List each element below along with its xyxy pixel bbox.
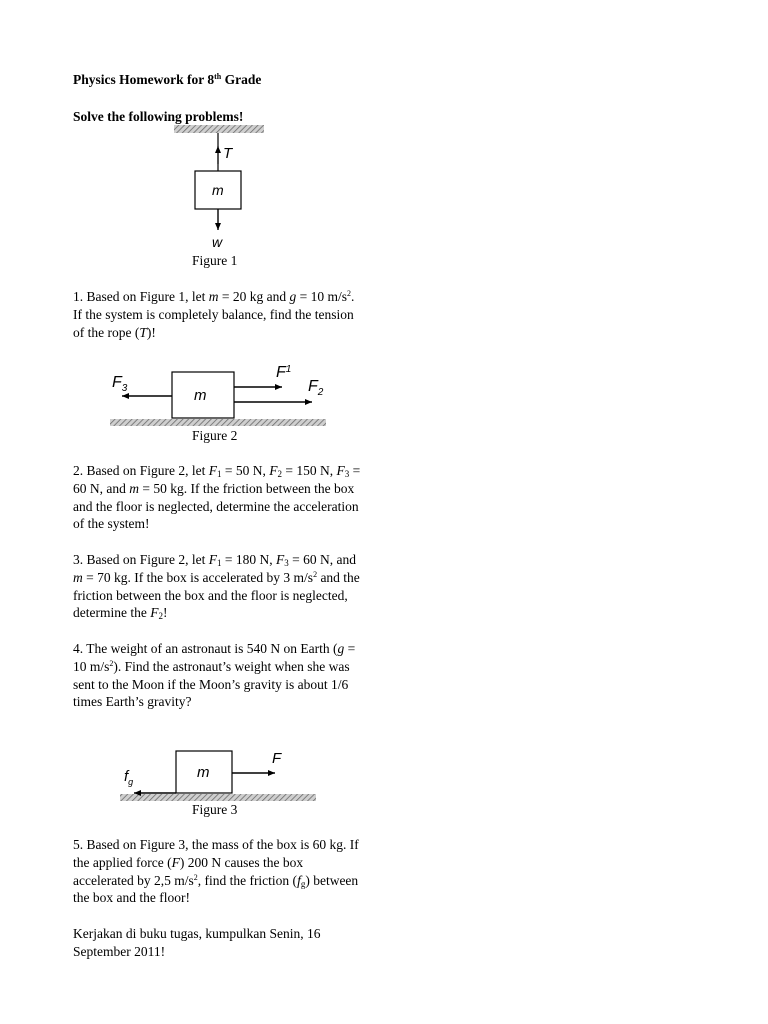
p4-var-g: g (337, 641, 345, 656)
p5-text-c: , find the friction ( (197, 872, 298, 888)
p3-text-d: = 70 kg. If the box is accelerated by 3 m/s (82, 569, 314, 585)
figure-2-caption: Figure 2 (192, 428, 238, 443)
p2-sub-1: 1 (216, 469, 222, 479)
ceiling-hatch (174, 125, 264, 133)
p1-text-e: )! (146, 324, 156, 340)
p1-text-d: . If the system is completely balance, find the tension of the rope ( (73, 289, 355, 340)
p3-sub-3: 3 (284, 558, 289, 568)
p4-text-b: = 10 m/s (73, 641, 356, 674)
p2-text-d: = 60 N, and (73, 463, 361, 496)
figure-3-caption: Figure 3 (192, 802, 238, 817)
title-superscript: th (214, 72, 222, 81)
p2-sub-3: 3 (344, 469, 350, 479)
p3-sup: 2 (313, 569, 318, 579)
title-main: Physics Homework for 8 (73, 72, 215, 87)
p5-text-a: 5. Based on Figure 3, the mass of the box is 60 kg. If the applied force ( (73, 837, 359, 870)
p5-var-fg: f (297, 872, 301, 888)
p3-sub-2: 2 (158, 611, 163, 622)
p2-sub-2: 2 (277, 469, 282, 479)
p3-var-m: m (73, 569, 83, 585)
p3-text-a: 3. Based on Figure 2, let (73, 552, 209, 567)
submission-note: Kerjakan di buku tugas, kumpulkan Senin, 16 September 2011! (73, 926, 321, 959)
mass-label: m (194, 387, 207, 404)
p4-sup: 2 (109, 658, 114, 668)
p3-text-c: = 60 N, and (288, 552, 356, 567)
figure-2-diagram (100, 360, 340, 432)
f1-label: $F^1$ (276, 364, 292, 381)
p1-text-a: 1. Based on Figure 1, let (73, 289, 209, 304)
problem-5 (73, 836, 363, 907)
p2-text-b: = 50 N, (221, 463, 270, 478)
weight-label: w (212, 234, 223, 250)
p5-sup: 2 (193, 872, 198, 882)
p2-var-m: m (129, 480, 139, 496)
p3-var-f3: F (275, 552, 285, 567)
p1-text-c: = 10 m/s (296, 289, 347, 304)
floor-hatch (110, 419, 326, 426)
applied-force-label: F (272, 750, 282, 767)
p4-text-a: 4. The weight of an astronaut is 540 N on Earth ( (73, 641, 338, 656)
p4-text-c: ). Find the astronaut’s weight when she was sent to the Moon if the Moon’s gravity is about 1/6 times Earth’s gravity? (73, 658, 350, 710)
figure-1-caption: Figure 1 (192, 253, 238, 268)
problem-3 (73, 551, 363, 622)
p2-text-e: = 50 kg. If the friction between the box and the floor is neglected, determine the acceleration of the system! (73, 480, 359, 532)
p3-text-e: and the friction between the box and the floor is neglected, determine the (73, 569, 360, 621)
title-suffix: Grade (221, 72, 262, 87)
problem-4 (73, 640, 363, 711)
p5-text-d: ) between the box and the floor! (73, 872, 359, 906)
mass-label: m (197, 764, 210, 781)
figure-1-diagram (168, 124, 268, 254)
p3-var-f1: F (208, 552, 217, 567)
floor-hatch (120, 794, 316, 801)
p1-var-g: g (289, 289, 297, 304)
p2-var-f2: F (269, 463, 278, 478)
problem-1 (73, 288, 363, 341)
p5-text-b: ) 200 N causes the box accelerated by 2,5 m/s (73, 854, 304, 888)
p1-text-b: = 20 kg and (218, 289, 290, 304)
mass-label: m (212, 182, 224, 198)
p2-var-f3: F (336, 463, 345, 478)
p1-var-m: m (208, 289, 219, 304)
f2-label: $F_2$ (308, 378, 324, 398)
tension-label: T (223, 145, 233, 162)
p5-sub-g: g (300, 878, 306, 889)
p1-var-t: T (139, 324, 147, 340)
page-title (73, 72, 261, 88)
problem-2 (73, 462, 363, 533)
figure-3-diagram (115, 744, 325, 804)
instruction-heading: Solve the following problems! (73, 109, 244, 124)
p2-text-c: = 150 N, (281, 463, 337, 478)
p3-sub-1: 1 (216, 558, 222, 568)
p2-text-a: 2. Based on Figure 2, let (73, 463, 209, 478)
f3-label: $F_3$ (112, 374, 128, 394)
p3-text-f: ! (162, 605, 168, 621)
p1-sup: 2 (346, 289, 351, 298)
p5-var-f: F (171, 854, 180, 870)
p2-var-f1: F (208, 463, 217, 478)
p3-var-f2: F (150, 605, 159, 621)
p3-text-b: = 180 N, (221, 552, 276, 567)
friction-label: $f_g$ (124, 768, 134, 787)
